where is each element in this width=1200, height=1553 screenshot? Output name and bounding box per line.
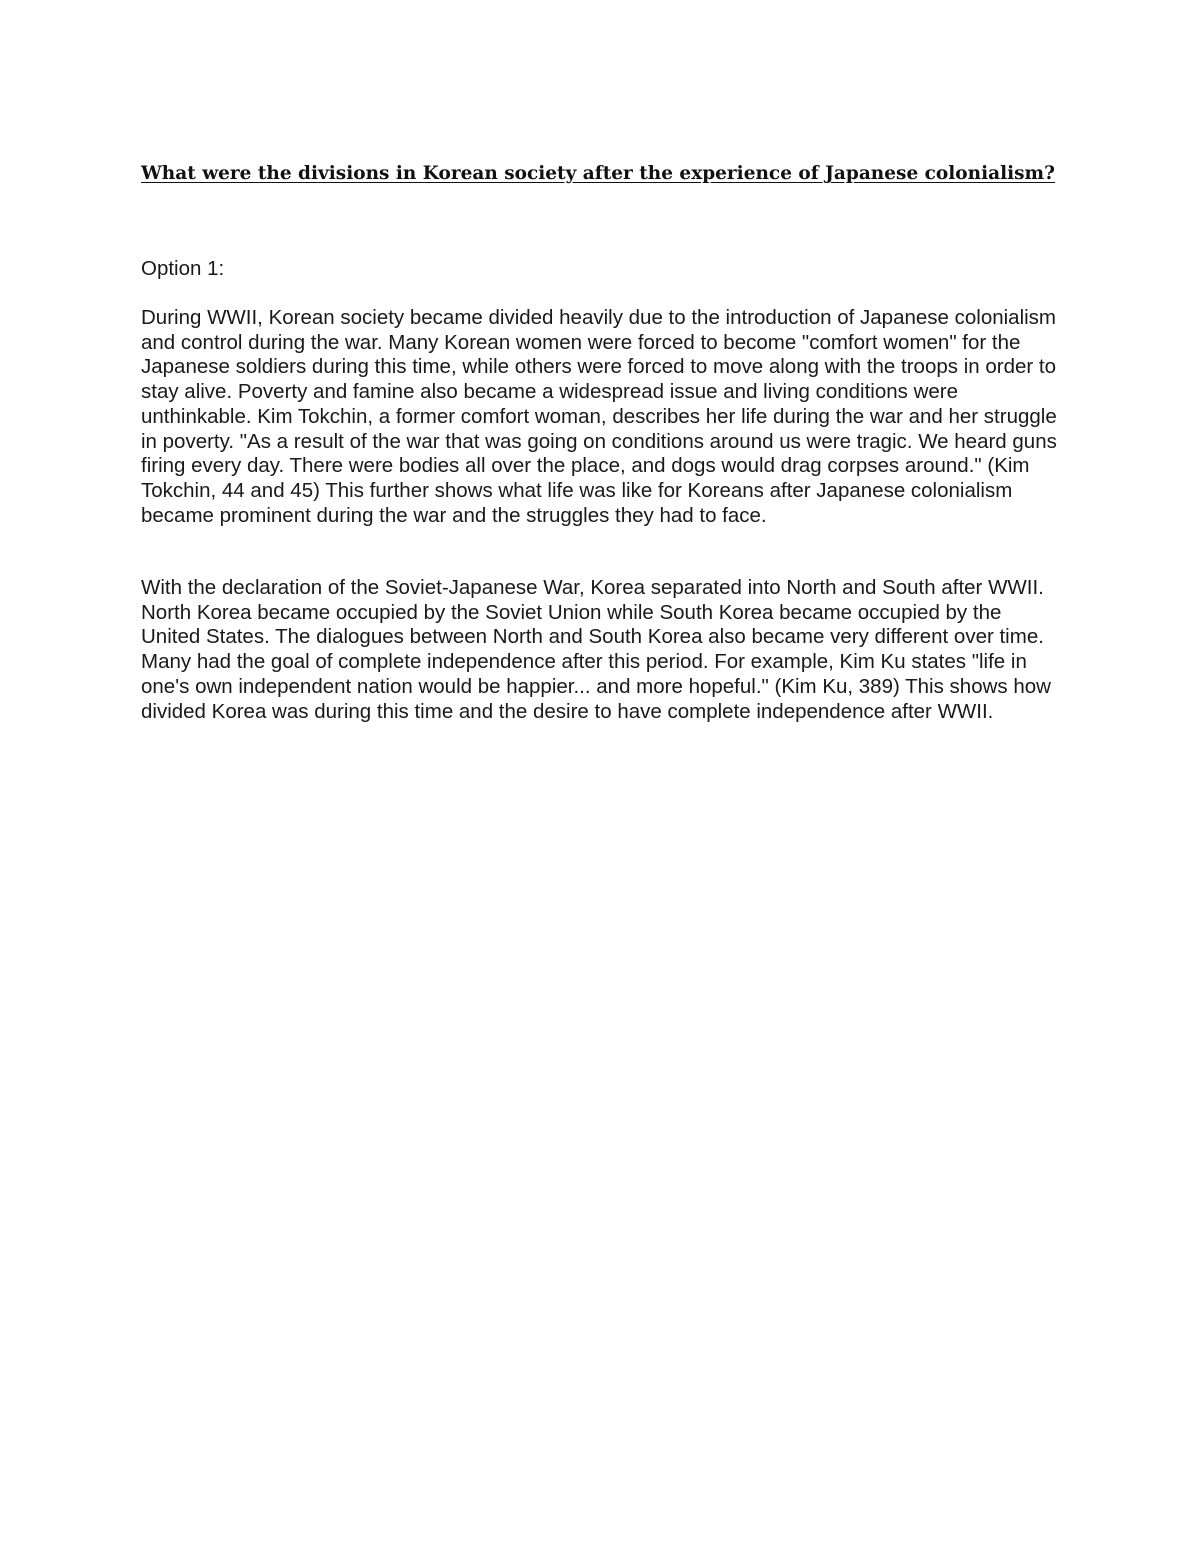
paragraph-1: During WWII, Korean society became divided heavily due to the introduction of Japanese colonialism and control during the war. Many Korean women were forced to become "comfort women" for the Japanese soldiers during this time, while others were forced to move along with the troops in order to stay alive. Poverty and famine also became a widespread issue and living conditions were unthinkable. Kim Tokchin, a former comfort woman, describes her life during the war and her struggle in poverty. "As a result of the war that was going on conditions around us were tragic. We heard guns firing every day. There were bodies all over the place, and dogs would drag corpses around." (Kim Tokchin, 44 and 45) This further shows what life was like for Koreans after Japanese colonialism became prominent during the war and the struggles they had to face. — [141, 306, 1057, 527]
option-label: Option 1: — [141, 257, 225, 280]
document-title: What were the divisions in Korean society after the experience of Japanese colonialism? — [141, 163, 1055, 184]
paragraph-2: With the declaration of the Soviet-Japanese War, Korea separated into North and South after WWII. North Korea became occupied by the Soviet Union while South Korea became occupied by the United States. The dialogues between North and South Korea also became very different over time. Many had the goal of complete independence after this period. For example, Kim Ku states "life in one's own independent nation would be happier... and more hopeful." (Kim Ku, 389) This shows how divided Korea was during this time and the desire to have complete independence after WWII. — [141, 576, 1051, 723]
